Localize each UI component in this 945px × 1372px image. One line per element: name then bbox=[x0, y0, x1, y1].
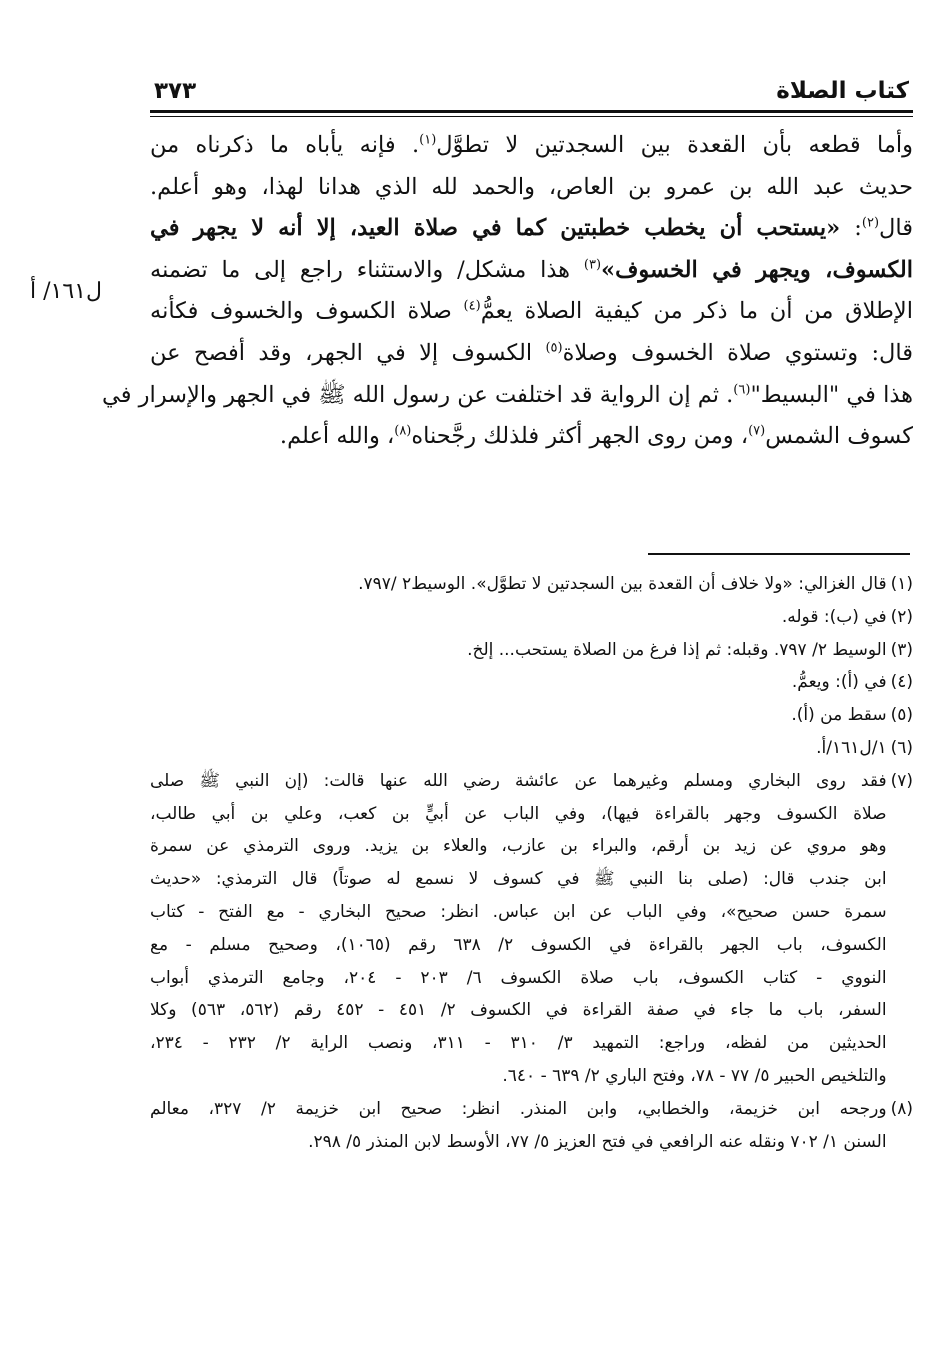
footnote-line: قال الغزالي: «ولا خلاف أن القعدة بين السجدتين لا تطوَّل». الوسيط٢ /٧٩٧. bbox=[358, 574, 887, 594]
footnote-line: ورجحه ابن خزيمة، والخطابي، وابن المنذر. انظر: صحيح ابن خزيمة ٢/ ٣٢٧، معالم bbox=[150, 1098, 887, 1119]
footnote-number: (٨) bbox=[890, 1098, 913, 1119]
chapter-title: كتاب الصلاة bbox=[776, 78, 909, 104]
footnote-number: (٢) bbox=[890, 606, 913, 627]
footnote-line: سقط من (أ). bbox=[791, 705, 887, 726]
footnote-ref: (١) bbox=[419, 132, 437, 148]
header-rule-thick bbox=[150, 110, 913, 113]
footnote-text bbox=[150, 666, 887, 699]
footnote-ref: (٣) bbox=[583, 257, 602, 273]
footnote-text bbox=[150, 601, 887, 634]
footnote-text bbox=[150, 1093, 887, 1159]
footnote-ref: (٢) bbox=[861, 215, 880, 231]
footnote-text bbox=[150, 568, 887, 601]
footnote-line: الكسوف، باب الجهر بالقراءة في الكسوف ٢/ ٦٣٨ رقم (١٠٦٥)، وصحيح مسلم - مع bbox=[150, 934, 887, 955]
footnote-text bbox=[150, 699, 887, 732]
footnote-line: ابن جندب قال: (صلى بنا النبي ﷺ في كسوف لا نسمع له صوتاً) قال الترمذي: «حديث bbox=[150, 869, 887, 890]
footnote-line: سمرة حسن صحيح»، وفي الباب عن ابن عباس. انظر: صحيح البخاري - مع الفتح - كتاب bbox=[150, 901, 887, 922]
footnote-ref: (٧) bbox=[748, 423, 766, 439]
footnote-number: (٧) bbox=[890, 770, 913, 791]
text-line: كسوف الشمس$^{(٧)}$، ومن روى الجهر أكثر فلذلك رجَّحناه$^{(٨)}$، والله أعلم. bbox=[279, 423, 913, 450]
footnote-ref: (٦) bbox=[733, 382, 751, 398]
manuscript-folio-marker: ل١٦١/ أ bbox=[30, 279, 102, 304]
footnote-ref: (٨) bbox=[394, 423, 412, 439]
footnote-line: صلاة الكسوف وجهر بالقراءة فيها)، وفي الباب عن أبيٍّ بن كعب، وعلي بن أبي طالب، bbox=[150, 803, 887, 824]
footnote-separator bbox=[648, 553, 910, 555]
text-line: حديث عبد الله بن عمرو بن العاص، والحمد لله الذي هدانا لهذا، وهو أعلم. bbox=[150, 173, 913, 200]
footnote-line: ١/ل١٦١/أ. bbox=[816, 737, 887, 758]
footnote bbox=[150, 732, 913, 765]
running-header bbox=[150, 78, 913, 108]
footnote-line: والتلخيص الحبير ٥/ ٧٧ - ٧٨، وفتح الباري ٢/ ٦٣٩ - ٦٤٠. bbox=[502, 1065, 887, 1086]
main-text bbox=[101, 125, 914, 458]
text-line: هذا في "البسيط"$^{(٦)}$. ثم إن الرواية قد اختلفت عن رسول الله ﷺ في الجهر والإسرار في bbox=[101, 381, 913, 408]
footnote-line: وهو مروي عن زيد بن أرقم، والبراء بن عازب، والعلاء بن يزيد. وروى الترمذي عن سمرة bbox=[150, 836, 887, 857]
footnote-line: في (ب): قوله. bbox=[781, 606, 887, 627]
footnote-number: (٣) bbox=[890, 639, 913, 660]
footnote-line: في (أ): ويعمُّ. bbox=[791, 672, 887, 693]
footnote-text bbox=[150, 732, 887, 765]
text-line: وأما قطعه بأن القعدة بين السجدتين لا تطوَّل$^{(١)}$. فإنه يأباه ما ذكرناه من bbox=[150, 132, 914, 158]
footnote-line: النووي - كتاب الكسوف، باب صلاة الكسوف ٦/ ٢٠٣ - ٢٠٤، وجامع الترمذي أبواب bbox=[150, 967, 887, 988]
header-rule-thin bbox=[150, 116, 913, 117]
footnote bbox=[150, 765, 913, 1093]
footnote-number: (١) bbox=[890, 574, 913, 594]
footnote bbox=[150, 601, 913, 634]
footnote-line: السنن ١/ ٧٠٢ ونقله عنه الرافعي في فتح العزيز ٥/ ٧٧، الأوسط لابن المنذر ٥/ ٢٩٨. bbox=[308, 1131, 887, 1152]
footnote-number: (٦) bbox=[890, 737, 913, 758]
text-line: الإطلاق من أن ما ذكر من كيفية الصلاة يعمُّ$^{(٤)}$ صلاة الكسوف والخسوف فكأنه bbox=[150, 298, 913, 325]
footnote-text bbox=[150, 765, 887, 1093]
footnote bbox=[150, 1093, 913, 1159]
quoted-text: الكسوف، ويجهر في الخسوف» bbox=[601, 256, 913, 283]
footnote-line: الحديثين من لفظه، وراجع: التمهيد ٣/ ٣١٠ - ٣١١، ونصب الراية ٢/ ٢٣٢ - ٢٣٤، bbox=[150, 1033, 887, 1054]
footnote bbox=[150, 699, 913, 732]
footnote bbox=[150, 634, 913, 667]
page-number: ٣٧٣ bbox=[154, 78, 197, 104]
footnotes bbox=[150, 568, 913, 1158]
quoted-text: «يستحب أن يخطب خطبتين كما في صلاة العيد، إلا أنه لا يجهر في bbox=[150, 215, 855, 242]
footnote-ref: (٥) bbox=[545, 340, 563, 356]
footnote-text bbox=[150, 634, 887, 667]
text-line: الكسوف، ويجهر في الخسوف»$^{(٣)}$ هذا مشكل/ والاستثناء راجع إلى ما تضمنه bbox=[150, 256, 913, 283]
footnote bbox=[150, 666, 913, 699]
text-line: قال: وتستوي صلاة الخسوف وصلاة$^{(٥)}$ الكسوف إلا في الجهر، وقد أفصح عن bbox=[150, 339, 913, 366]
text-line: قال$^{(٢)}$: «يستحب أن يخطب خطبتين كما في صلاة العيد، إلا أنه لا يجهر في bbox=[150, 215, 913, 242]
footnote-line: الوسيط ٢/ ٧٩٧. وقبله: ثم إذا فرغ من الصلاة يستحب... إلخ. bbox=[467, 639, 887, 660]
footnote-line: السفر، باب ما جاء في صفة القراءة في الكسوف ٢/ ٤٥١ - ٤٥٢ رقم (٥٦٢، ٥٦٣) وكلا bbox=[150, 1000, 887, 1021]
footnote bbox=[150, 568, 913, 601]
page-container bbox=[101, 78, 914, 458]
footnote-line: فقد روى البخاري ومسلم وغيرهما عن عائشة رضي الله عنها قالت: (إن النبي ﷺ صلى bbox=[150, 770, 887, 791]
footnote-number: (٥) bbox=[890, 705, 913, 726]
footnote-number: (٤) bbox=[890, 672, 913, 693]
footnote-ref: (٤) bbox=[463, 298, 481, 314]
